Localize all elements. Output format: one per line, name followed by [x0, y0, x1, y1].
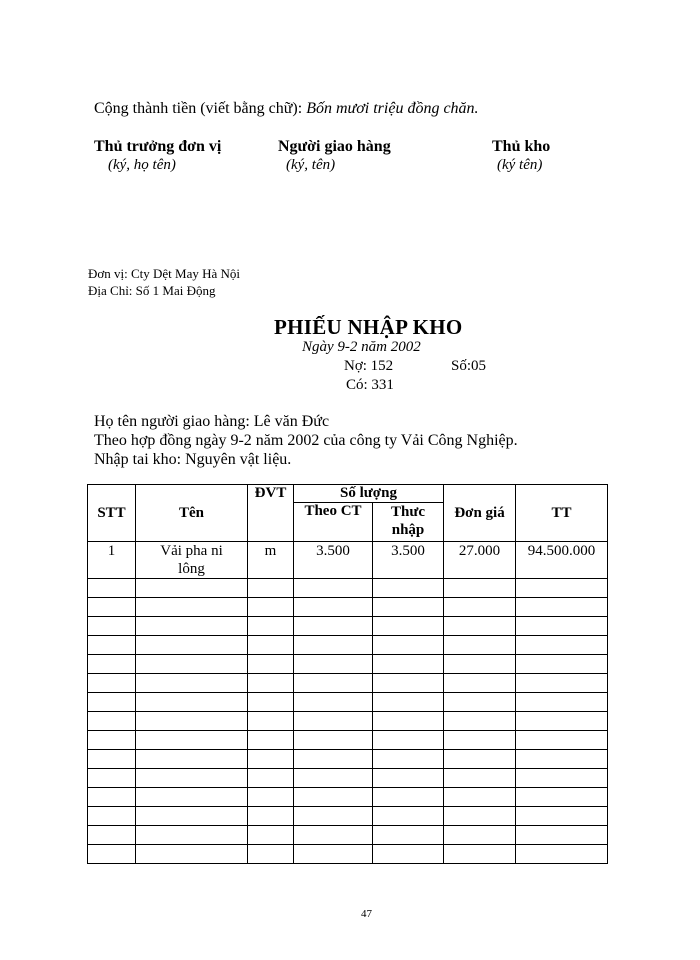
- deliverer-line: Họ tên người giao hàng: Lê văn Đức: [94, 413, 330, 430]
- empty-cell: [88, 636, 136, 655]
- receipt-title: PHIẾU NHẬP KHO: [274, 315, 463, 339]
- empty-table-row: [88, 598, 608, 617]
- cell-total: 94.500.000: [516, 542, 608, 579]
- empty-table-row: [88, 655, 608, 674]
- empty-cell: [373, 731, 444, 750]
- empty-cell: [294, 579, 373, 598]
- empty-cell: [248, 598, 294, 617]
- empty-cell: [136, 807, 248, 826]
- empty-cell: [136, 674, 248, 693]
- empty-cell: [444, 655, 516, 674]
- cell-qty-doc: 3.500: [294, 542, 373, 579]
- empty-cell: [88, 712, 136, 731]
- empty-cell: [373, 598, 444, 617]
- empty-cell: [373, 674, 444, 693]
- total-label: Cộng thành tiền (viết bằng chữ):: [94, 100, 303, 117]
- empty-cell: [294, 674, 373, 693]
- empty-cell: [294, 826, 373, 845]
- org-unit: Đơn vị: Cty Dệt May Hà Nội: [88, 266, 241, 281]
- empty-cell: [294, 807, 373, 826]
- empty-cell: [136, 731, 248, 750]
- empty-cell: [516, 693, 608, 712]
- table-row: [88, 542, 608, 579]
- cell-unit: m: [248, 542, 294, 579]
- empty-cell: [516, 712, 608, 731]
- warehouse-line: Nhập tai kho: Nguyên vật liệu.: [94, 451, 292, 468]
- empty-cell: [516, 769, 608, 788]
- empty-cell: [516, 731, 608, 750]
- empty-cell: [136, 845, 248, 864]
- header-qty-actual-line2: nhập: [391, 522, 425, 538]
- empty-cell: [444, 598, 516, 617]
- empty-cell: [88, 845, 136, 864]
- empty-cell: [88, 750, 136, 769]
- empty-cell: [444, 617, 516, 636]
- cell-name-line1: Vải pha ni: [160, 543, 223, 559]
- empty-cell: [248, 769, 294, 788]
- empty-cell: [88, 674, 136, 693]
- empty-cell: [294, 655, 373, 674]
- header-name: Tên: [136, 485, 248, 542]
- empty-cell: [248, 579, 294, 598]
- empty-cell: [136, 693, 248, 712]
- empty-table-row: [88, 693, 608, 712]
- empty-cell: [373, 579, 444, 598]
- empty-cell: [88, 807, 136, 826]
- empty-cell: [373, 769, 444, 788]
- header-qty-actual: [373, 503, 444, 542]
- signature-deliverer-title: Người giao hàng: [278, 138, 391, 155]
- empty-table-row: [88, 769, 608, 788]
- empty-table-row: [88, 807, 608, 826]
- cell-qty-actual: 3.500: [373, 542, 444, 579]
- empty-cell: [516, 655, 608, 674]
- empty-cell: [294, 750, 373, 769]
- empty-rows: [88, 579, 608, 864]
- empty-cell: [88, 579, 136, 598]
- empty-cell: [373, 693, 444, 712]
- receipt-date: Ngày 9-2 năm 2002: [302, 339, 421, 355]
- empty-cell: [294, 712, 373, 731]
- empty-cell: [516, 617, 608, 636]
- empty-cell: [294, 693, 373, 712]
- empty-table-row: [88, 579, 608, 598]
- empty-cell: [294, 769, 373, 788]
- empty-cell: [516, 598, 608, 617]
- empty-cell: [516, 826, 608, 845]
- empty-cell: [373, 655, 444, 674]
- empty-cell: [373, 712, 444, 731]
- cell-price: 27.000: [444, 542, 516, 579]
- header-stt: STT: [88, 485, 136, 542]
- empty-cell: [88, 617, 136, 636]
- table-header-row: [88, 485, 608, 503]
- empty-cell: [294, 617, 373, 636]
- empty-cell: [248, 807, 294, 826]
- empty-cell: [444, 712, 516, 731]
- empty-cell: [248, 693, 294, 712]
- empty-cell: [294, 636, 373, 655]
- empty-cell: [444, 674, 516, 693]
- header-unit: ĐVT: [248, 485, 294, 542]
- empty-cell: [136, 788, 248, 807]
- header-qty-doc: Theo CT: [294, 503, 373, 542]
- empty-cell: [444, 807, 516, 826]
- goods-table: [87, 484, 608, 864]
- empty-cell: [373, 617, 444, 636]
- header-total: TT: [516, 485, 608, 542]
- signature-storekeeper-note: (ký tên): [497, 157, 543, 173]
- cell-stt: 1: [88, 542, 136, 579]
- header-quantity: Số lượng: [294, 485, 444, 503]
- receipt-number: Số:05: [451, 358, 487, 374]
- empty-cell: [294, 598, 373, 617]
- receipt-debit: Nợ: 152: [344, 358, 394, 374]
- empty-cell: [516, 750, 608, 769]
- empty-cell: [88, 598, 136, 617]
- empty-cell: [136, 826, 248, 845]
- empty-cell: [294, 731, 373, 750]
- total-in-words: [94, 100, 479, 118]
- header-qty-actual-line1: Thưc: [391, 504, 426, 520]
- empty-cell: [294, 788, 373, 807]
- empty-cell: [248, 636, 294, 655]
- empty-cell: [88, 731, 136, 750]
- empty-table-row: [88, 674, 608, 693]
- empty-table-row: [88, 845, 608, 864]
- empty-cell: [88, 769, 136, 788]
- empty-cell: [516, 674, 608, 693]
- empty-cell: [373, 788, 444, 807]
- empty-cell: [136, 655, 248, 674]
- signature-storekeeper-title: Thủ kho: [492, 138, 551, 155]
- empty-cell: [444, 826, 516, 845]
- empty-cell: [516, 579, 608, 598]
- empty-cell: [444, 693, 516, 712]
- empty-cell: [136, 598, 248, 617]
- signature-deliverer-note: (ký, tên): [286, 157, 336, 173]
- empty-table-row: [88, 712, 608, 731]
- empty-cell: [88, 655, 136, 674]
- empty-cell: [516, 636, 608, 655]
- empty-cell: [136, 617, 248, 636]
- empty-cell: [516, 807, 608, 826]
- empty-cell: [248, 617, 294, 636]
- empty-cell: [248, 750, 294, 769]
- empty-cell: [516, 845, 608, 864]
- empty-table-row: [88, 788, 608, 807]
- empty-cell: [516, 788, 608, 807]
- page-number: 47: [361, 908, 372, 920]
- signature-head-of-unit-note: (ký, họ tên): [108, 157, 176, 173]
- empty-cell: [373, 636, 444, 655]
- empty-cell: [248, 674, 294, 693]
- empty-cell: [136, 750, 248, 769]
- empty-cell: [248, 712, 294, 731]
- empty-cell: [136, 769, 248, 788]
- empty-cell: [373, 807, 444, 826]
- empty-cell: [373, 750, 444, 769]
- empty-table-row: [88, 636, 608, 655]
- empty-cell: [248, 845, 294, 864]
- empty-cell: [88, 788, 136, 807]
- empty-cell: [444, 750, 516, 769]
- empty-cell: [136, 636, 248, 655]
- empty-cell: [88, 826, 136, 845]
- empty-cell: [136, 712, 248, 731]
- signature-head-of-unit-title: Thủ trưởng đơn vị: [94, 138, 222, 155]
- empty-cell: [248, 655, 294, 674]
- cell-name-line2: lông: [178, 561, 205, 577]
- total-value: Bốn mươi triệu đồng chăn.: [306, 100, 479, 117]
- receipt-credit: Có: 331: [346, 377, 394, 393]
- cell-name: [136, 542, 248, 579]
- empty-cell: [373, 826, 444, 845]
- empty-table-row: [88, 826, 608, 845]
- contract-line: Theo hợp đồng ngày 9-2 năm 2002 của công ty Vải Công Nghiệp.: [94, 432, 518, 449]
- empty-cell: [88, 693, 136, 712]
- empty-cell: [248, 788, 294, 807]
- empty-cell: [444, 845, 516, 864]
- empty-cell: [444, 769, 516, 788]
- empty-cell: [444, 579, 516, 598]
- header-price: Đơn giá: [444, 485, 516, 542]
- empty-cell: [444, 636, 516, 655]
- empty-cell: [444, 788, 516, 807]
- empty-cell: [294, 845, 373, 864]
- empty-cell: [136, 579, 248, 598]
- empty-cell: [373, 845, 444, 864]
- empty-cell: [248, 731, 294, 750]
- empty-table-row: [88, 750, 608, 769]
- empty-cell: [248, 826, 294, 845]
- empty-cell: [444, 731, 516, 750]
- empty-table-row: [88, 731, 608, 750]
- empty-table-row: [88, 617, 608, 636]
- org-address: Địa Chỉ: Số 1 Mai Động: [88, 283, 216, 298]
